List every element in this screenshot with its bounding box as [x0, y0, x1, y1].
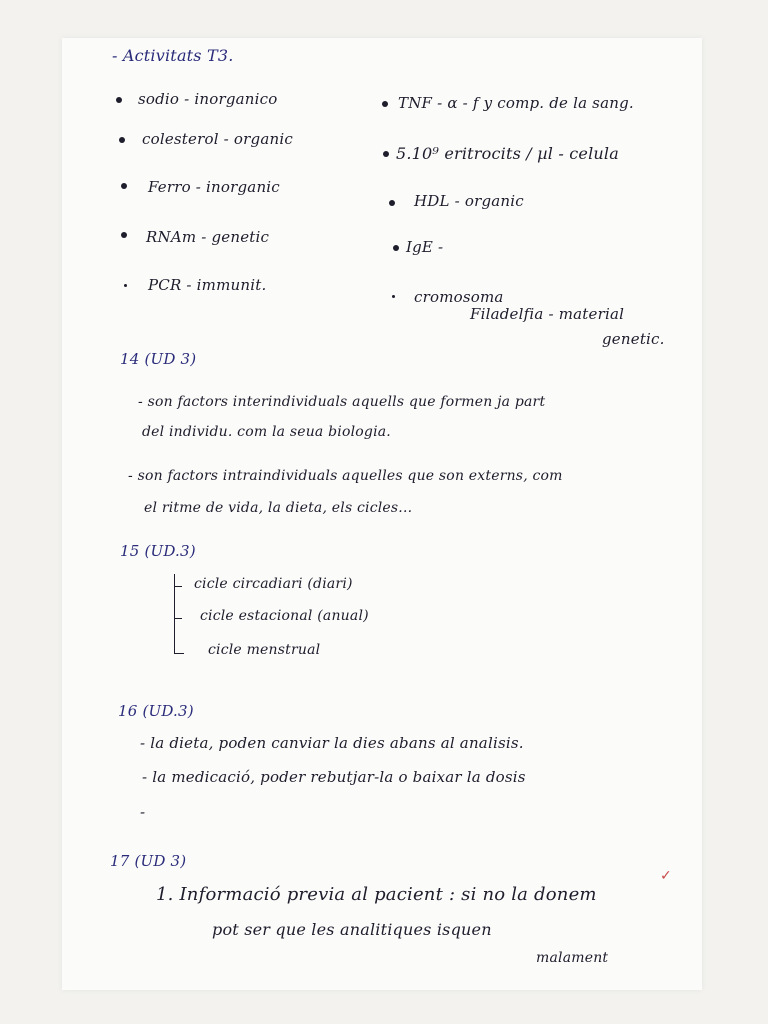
bullet-icon: [124, 284, 127, 287]
section-heading-14: 14 (UD 3): [120, 350, 197, 368]
list-item: IgE -: [406, 238, 444, 256]
list-item-continuation: Filadelfia - material: [470, 305, 625, 323]
bracket-tick: [174, 586, 182, 587]
bracket-tick: [174, 618, 182, 619]
answer-line: pot ser que les analitiques isquen: [212, 920, 492, 939]
bullet-icon: [116, 97, 122, 103]
bullet-icon: [382, 101, 388, 107]
list-item-continuation: genetic.: [602, 330, 665, 348]
answer-line: - la medicació, poder rebutjar-la o baixar la dosis: [142, 768, 526, 786]
bullet-icon: [389, 200, 395, 206]
answer-line: del individu. com la seua biologia.: [142, 424, 391, 440]
section-heading-15: 15 (UD.3): [120, 542, 196, 560]
check-mark-icon: ✓: [660, 868, 672, 884]
cycle-item: cicle menstrual: [208, 642, 321, 658]
answer-line: - son factors interindividuals aquells que formen ja part: [138, 394, 546, 410]
answer-line: el ritme de vida, la dieta, els cicles...: [144, 500, 413, 516]
cycle-item: cicle estacional (anual): [200, 608, 369, 624]
answer-line: - son factors intraindividuals aquelles que son externs, com: [128, 468, 563, 484]
bracket-tick: [174, 653, 184, 654]
list-item: sodio - inorganico: [138, 90, 278, 108]
list-item: cromosoma: [414, 288, 504, 306]
bullet-icon: [121, 232, 127, 238]
bullet-icon: [392, 295, 395, 298]
bullet-icon: [383, 151, 389, 157]
answer-line: 1. Informació previa al pacient : si no la donem: [156, 884, 597, 905]
section-heading-17: 17 (UD 3): [110, 852, 187, 870]
section-heading-16: 16 (UD.3): [118, 702, 194, 720]
bullet-icon: [119, 137, 125, 143]
answer-line: - la dieta, poden canviar la dies abans al analisis.: [140, 734, 524, 752]
list-item: RNAm - genetic: [146, 228, 270, 246]
bullet-icon: [121, 183, 127, 189]
list-item: HDL - organic: [414, 192, 524, 210]
cycle-item: cicle circadiari (diari): [194, 576, 353, 592]
bullet-icon: [393, 245, 399, 251]
list-item: Ferro - inorganic: [148, 178, 280, 196]
list-item: PCR - immunit.: [148, 276, 267, 294]
list-item: 5.10⁹ eritrocits / µl - celula: [396, 144, 619, 163]
list-item: colesterol - organic: [142, 130, 293, 148]
answer-line: malament: [536, 950, 609, 966]
answer-line: -: [140, 803, 146, 821]
page-title: - Activitats T3.: [112, 46, 234, 65]
list-item: TNF - α - f y comp. de la sang.: [398, 94, 634, 112]
